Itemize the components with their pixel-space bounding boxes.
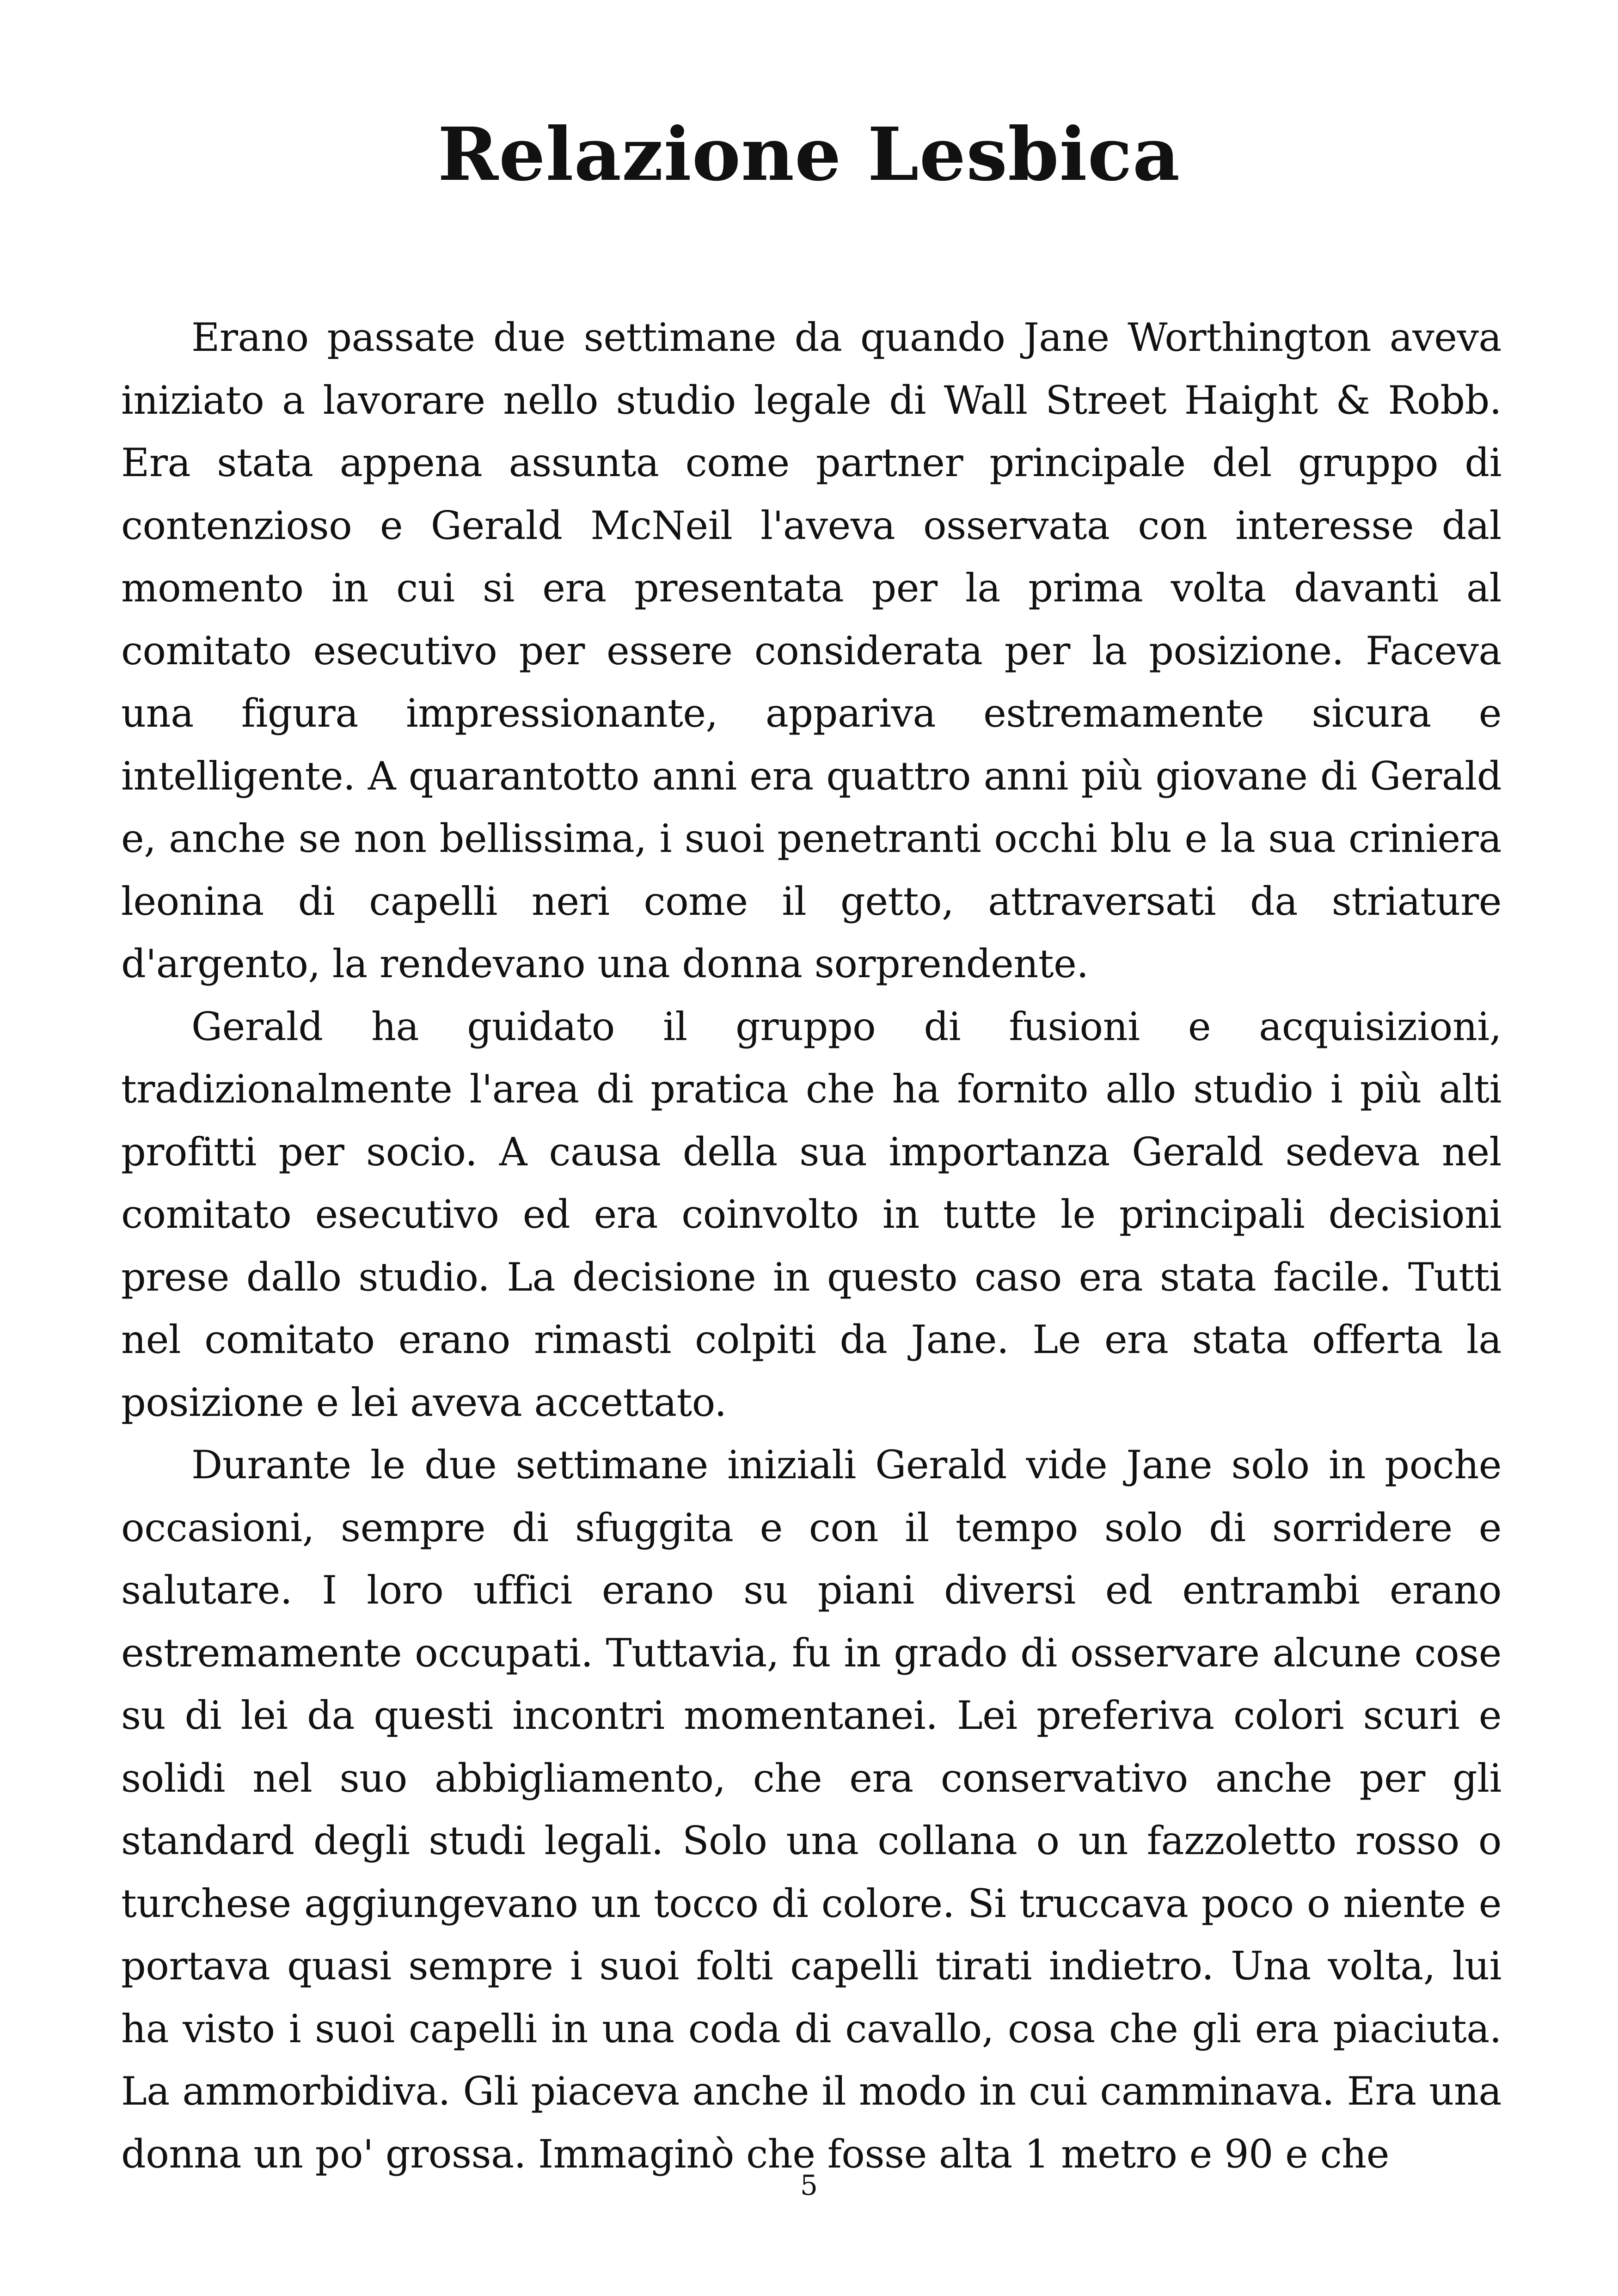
- page-title: Relazione Lesbica: [437, 112, 1181, 197]
- paragraph-3: Durante le due settimane iniziali Gerald vide Jane solo in poche occasioni, sempre di sfuggita e con il tempo solo di sorridere e salutare. I loro uffici erano su piani diversi ed entrambi erano estremamente occupati. Tuttavia, fu in grado di osservare alcune cose su di lei da questi incontri momentanei. Lei preferiva colori scuri e solidi nel suo abbigliamento, che era conservativo anche per gli standard degli studi legali. Solo una collana o un fazzoletto rosso o turchese aggiungevano un tocco di colore. Si truccava poco o niente e portava quasi sempre i suoi folti capelli tirati indietro. Una volta, lui ha visto i suoi capelli in una coda di cavallo, cosa che gli era piaciuta. La ammorbidiva. Gli piaceva anche il modo in cui camminava. Era una donna un po' grossa. Immaginò che fosse alta 1 metro e 90 e che: [121, 1442, 1502, 2177]
- paragraph-2: Gerald ha guidato il gruppo di fusioni e acquisizioni, tradizionalmente l'area di pratica che ha fornito allo studio i più alti profitti per socio. A causa della sua importanza Gerald sedeva nel comitato esecutivo ed era coinvolto in tutte le principali decisioni prese dallo studio. La decisione in questo caso era stata facile. Tutti nel comitato erano rimasti colpiti da Jane. Le era stata offerta la posizione e lei aveva accettato.: [121, 1004, 1502, 1425]
- paragraph-1: Erano passate due settimane da quando Jane Worthington aveva iniziato a lavorare nello studio legale di Wall Street Haight & Robb. Era stata appena assunta come partner principale del gruppo di contenzioso e Gerald McNeil l'aveva osservata con interesse dal momento in cui si era presentata per la prima volta davanti al comitato esecutivo per essere considerata per la posizione. Faceva una figura impressionante, appariva estremamente sicura e intelligente. A quarantotto anni era quattro anni più giovane di Gerald e, anche se non bellissima, i suoi penetranti occhi blu e la sua criniera leonina di capelli neri come il getto, attraversati da striature d'argento, la rendevano una donna sorprendente.: [121, 315, 1502, 986]
- page-number: 5: [800, 2169, 818, 2202]
- body-text: [121, 306, 1502, 2186]
